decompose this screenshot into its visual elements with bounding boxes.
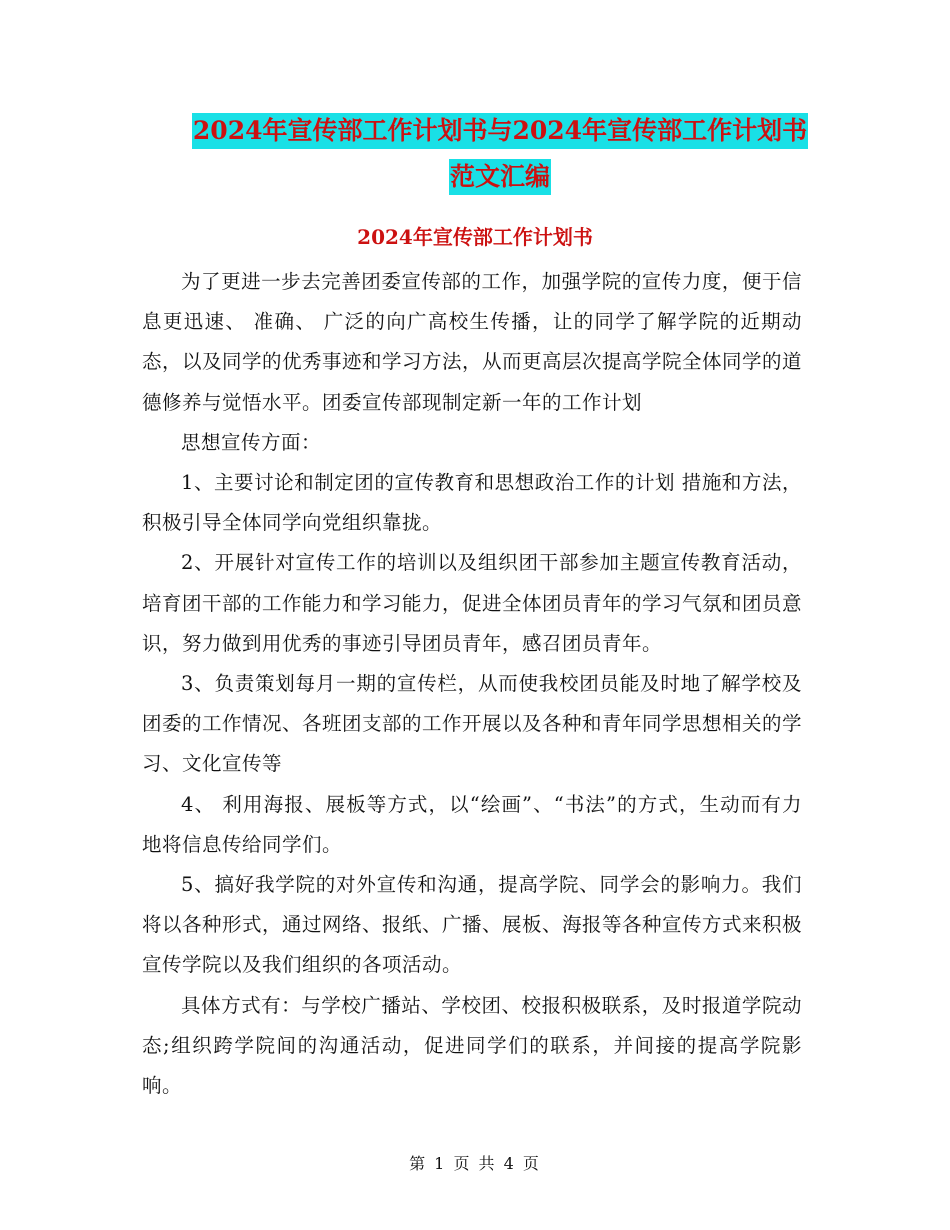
document-body bbox=[142, 262, 802, 1106]
title-line-2: 范文汇编 bbox=[449, 159, 551, 195]
paragraph-heading-ideology: 思想宣传方面： bbox=[181, 430, 322, 454]
paragraph-item-2: 2、开展针对宣传工作的培训以及组织团干部参加主题宣传教育活动，培育团干部的工作能力和学习能力，促进全体团员青年的学习气氛和团员意识，努力做到用优秀的事迹引导团员青年，感召团员青年。 bbox=[142, 551, 803, 655]
paragraph-item-5: 5、搞好我学院的对外宣传和沟通，提高学院、同学会的影响力。我们将以各种形式，通过网络、报纸、广播、展板、海报等各种宣传方式来积极宣传学院以及我们组织的各项活动。 bbox=[142, 873, 803, 977]
document-title bbox=[100, 113, 900, 195]
paragraph-item-1: 1、主要讨论和制定团的宣传教育和思想政治工作的计划 措施和方法，积极引导全体同学向党组织靠拢。 bbox=[142, 471, 802, 535]
section-heading: 2024年宣传部工作计划书 bbox=[357, 225, 593, 249]
paragraph-intro: 为了更进一步去完善团委宣传部的工作，加强学院的宣传力度，便于信息更迅速、 准确、 广泛的向广高校生传播，让的同学了解学院的近期动态，以及同学的优秀事迹和学习方法，从而更高层次提高学院全体同学的道德修养与觉悟水平。团委宣传部现制定新一年的工作计划 bbox=[142, 270, 803, 414]
paragraph-item-3: 3、负责策划每月一期的宣传栏，从而使我校团员能及时地了解学校及团委的工作情况、各班团支部的工作开展以及各种和青年同学思想相关的学习、文化宣传等 bbox=[142, 672, 803, 776]
paragraph-methods: 具体方式有：与学校广播站、学校团、校报积极联系，及时报道学院动态;组织跨学院间的沟通活动，促进同学们的联系，并间接的提高学院影响。 bbox=[142, 993, 802, 1098]
title-line-1: 2024年宣传部工作计划书与2024年宣传部工作计划书 bbox=[192, 113, 808, 149]
paragraph-item-4: 4、 利用海报、展板等方式，以“绘画”、“书法”的方式，生动而有力地将信息传给同学们。 bbox=[142, 792, 802, 856]
page-footer: 第 1 页 共 4 页 bbox=[409, 1154, 541, 1173]
